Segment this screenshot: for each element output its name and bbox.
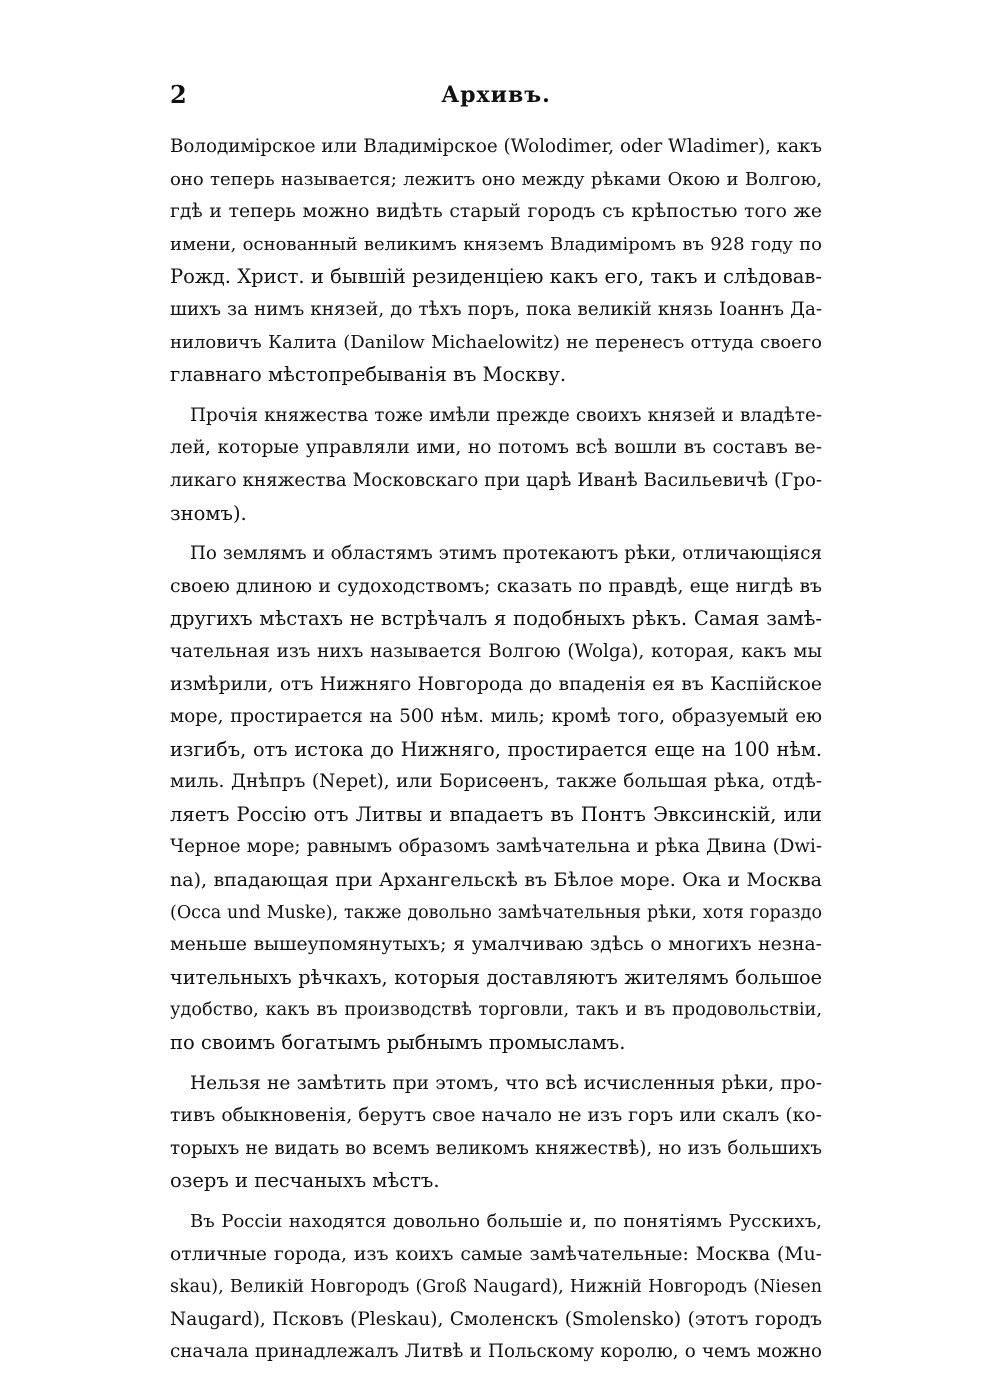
text-line: своею длиною и судоходствомъ; сказать по правдѣ, еще нигдѣ въ xyxy=(170,575,822,597)
text-line: Нельзя не замѣтить при этомъ, что всѣ исчисленныя рѣки, про- xyxy=(190,1072,822,1094)
text-line: изгибъ, отъ истока до Нижняго, простирается еще на 100 нѣм. xyxy=(170,737,822,761)
text-line: ниловичъ Калита (Danilow Michaelowitz) не перенесъ оттуда своего xyxy=(170,331,822,353)
page-header-title: Архивъ. xyxy=(441,82,551,108)
text-line: гдѣ и теперь можно видѣть старый городъ съ крѣпостью того же xyxy=(170,201,822,223)
text-line: по своимъ богатымъ рыбнымъ промысламъ. xyxy=(170,1031,626,1055)
text-line: Володимірское или Владимірское (Wolodimer, oder Wladimer), какъ xyxy=(170,136,822,157)
text-line: другихъ мѣстахъ не встрѣчалъ я подобныхъ рѣкъ. Самая замѣ- xyxy=(170,607,822,631)
text-line: озеръ и песчаныхъ мѣстъ. xyxy=(170,1169,440,1193)
text-line: лей, которые управляли ими, но потомъ всѣ вошли въ составъ ве- xyxy=(170,437,822,459)
text-line: меньше вышеупомянутыхъ; я умалчиваю здѣсь о многихъ незна- xyxy=(170,934,822,956)
text-line: (Occa und Muske), также довольно замѣчательныя рѣки, хотя гораздо xyxy=(170,902,822,923)
text-line: море, простирается на 500 нѣм. миль; кромѣ того, образуемый ею xyxy=(170,706,822,728)
text-line: шихъ за нимъ князей, до тѣхъ поръ, пока великій князь Іоаннъ Да- xyxy=(170,298,822,320)
running-head xyxy=(170,80,822,116)
paragraph-3 xyxy=(170,538,822,1060)
text-line: Naugard), Псковъ (Pleskau), Смоленскъ (Smolensko) (этотъ городъ xyxy=(170,1308,822,1330)
text-line: ликаго княжества Московскаго при царѣ Иванѣ Васильевичѣ (Гро- xyxy=(170,469,822,491)
paragraph-2 xyxy=(170,400,822,530)
text-line: удобство, какъ въ производствѣ торговли, такъ и въ продовольствіи, xyxy=(170,1000,822,1021)
page-number: 2 xyxy=(170,80,187,109)
text-line: Черное море; равнымъ образомъ замѣчательна и рѣка Двина (Dwi- xyxy=(170,836,822,858)
text-line: миль. Днѣпръ (Nepet), или Борисѳенъ, также большая рѣка, отдѣ- xyxy=(170,771,822,793)
text-line: skau), Великій Новгородъ (Groß Naugard), Нижній Новгородъ (Niesen xyxy=(170,1277,822,1298)
text-line: имени, основанный великимъ княземъ Владиміромъ въ 928 году по xyxy=(170,233,822,255)
paragraph-1 xyxy=(170,131,822,392)
body-text xyxy=(170,131,822,1377)
text-line: чительныхъ рѣчкахъ, которыя доставляютъ жителямъ большое xyxy=(170,965,822,989)
text-line: чательная изъ нихъ называется Волгою (Wolga), которая, какъ мы xyxy=(170,640,822,662)
text-line: ляетъ Россію отъ Литвы и впадаетъ въ Понтъ Эвксинскій, или xyxy=(170,802,822,826)
text-line: измѣрили, отъ Нижняго Новгорода до впаденія ея въ Каспійское xyxy=(170,673,822,695)
text-line: na), впадающая при Архангельскѣ въ Бѣлое море. Ока и Москва xyxy=(170,869,822,892)
text-line: зномъ). xyxy=(170,501,247,525)
text-line: сначала принадлежалъ Литвѣ и Польскому королю, о чемъ можно xyxy=(170,1341,822,1363)
text-line: торыхъ не видать во всемъ великомъ княжествѣ), но изъ большихъ xyxy=(170,1137,822,1159)
text-line: главнаго мѣстопребыванія въ Москву. xyxy=(170,363,567,387)
text-line: Прочія княжества тоже имѣли прежде своихъ князей и владѣте- xyxy=(190,404,822,426)
paragraph-5 xyxy=(170,1206,822,1369)
text-line: тивъ обыкновенія, берутъ свое начало не изъ горъ или скалъ (ко- xyxy=(170,1105,822,1127)
text-line: оно теперь называется; лежитъ оно между рѣками Окою и Волгою, xyxy=(170,168,822,190)
text-line: Въ Россіи находятся довольно большіе и, по понятіямъ Русскихъ, xyxy=(190,1211,822,1232)
text-line: По землямъ и областямъ этимъ протекаютъ рѣки, отличающіяся xyxy=(190,543,822,565)
text-line: отличные города, изъ коихъ самые замѣчательные: Москва (Mu- xyxy=(170,1243,822,1265)
text-line: Рожд. Христ. и бывшій резиденціею какъ его, такъ и слѣдовав- xyxy=(170,265,822,289)
paragraph-4 xyxy=(170,1068,822,1198)
